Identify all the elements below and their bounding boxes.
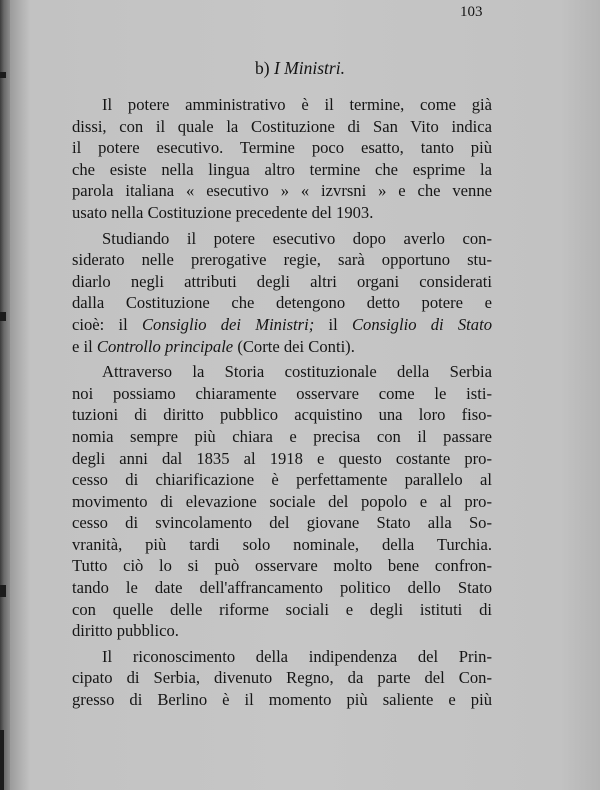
text-line: degli anni dal 1835 al 1918 e questo costante pro- — [72, 448, 492, 468]
text-line: movimento di elevazione sociale del popolo e al pro- — [72, 491, 492, 511]
text-fragment: il — [314, 314, 352, 334]
text-line: cesso di chiarificazione è perfettamente parallelo al — [72, 470, 492, 490]
text-line: cesso di svincolamento del giovane Stato alla So- — [72, 513, 492, 533]
binding-mark — [0, 585, 6, 597]
section-heading — [0, 58, 600, 79]
text-fragment: e il — [72, 336, 97, 356]
section-heading-title: I Ministri. — [273, 58, 345, 78]
text-line: siderato nelle prerogative regie, sarà opportuno stu- — [72, 250, 492, 270]
page-number: 103 — [460, 4, 483, 20]
paragraph-1 — [72, 94, 492, 224]
text-line: Tutto ciò lo si può osservare molto bene confron- — [72, 556, 492, 576]
text-line: vranità, più tardi solo nominale, della Turchia. — [72, 534, 492, 554]
binding-mark — [0, 730, 4, 790]
text-line: gresso di Berlino è il momento più saliente e più — [72, 690, 492, 710]
text-line: parola italiana « esecutivo » « izvrsni » e che venne — [72, 181, 492, 201]
text-line: noi possiamo chiaramente osservare come le isti- — [72, 383, 492, 403]
italic-term: Consiglio dei Ministri; — [141, 314, 315, 334]
text-fragment: cioè: il — [72, 314, 142, 334]
italic-term: Controllo principale — [96, 336, 234, 356]
text-line: diritto pubblico. — [72, 621, 179, 641]
text-line — [72, 314, 492, 336]
text-line: diarlo negli attributi degli altri organi considerati — [72, 271, 492, 291]
text-line: tuzioni di diritto pubblico acquistino una loro fiso- — [72, 405, 492, 425]
body-text — [72, 94, 492, 711]
text-line: Studiando il potere esecutivo dopo averlo con- — [102, 228, 492, 248]
text-line: Attraverso la Storia costituzionale della Serbia — [102, 362, 492, 382]
paragraph-3 — [72, 361, 492, 642]
text-line: dalla Costituzione che detengono detto potere e — [72, 293, 492, 313]
text-line: Il potere amministrativo è il termine, come già — [102, 95, 492, 114]
section-heading-prefix: b) — [255, 58, 270, 78]
text-line: dissi, con il quale la Costituzione di San Vito indica — [72, 116, 492, 136]
paragraph-4 — [72, 646, 492, 711]
text-line — [72, 336, 492, 358]
text-line: Il riconoscimento della indipendenza del Prin- — [102, 646, 492, 666]
text-line: il potere esecutivo. Termine poco esatto, tanto più — [72, 138, 492, 158]
binding-mark — [0, 312, 6, 321]
text-line: usato nella Costituzione precedente del 1903. — [72, 202, 374, 222]
text-line: con quelle delle riforme sociali e degli istituti di — [72, 599, 492, 619]
text-line: nomia sempre più chiara e precisa con il passare — [72, 426, 492, 446]
italic-term: Consiglio di Stato — [351, 314, 492, 334]
text-line: tando le date dell'affrancamento politico dello Stato — [72, 578, 492, 598]
text-fragment: (Corte dei Conti). — [233, 336, 355, 356]
text-line: che esiste nella lingua altro termine che esprime la — [72, 159, 492, 179]
paragraph-2 — [72, 228, 492, 358]
page-binding-edge — [0, 0, 10, 790]
text-line: cipato di Serbia, divenuto Regno, da parte del Con- — [72, 668, 492, 688]
